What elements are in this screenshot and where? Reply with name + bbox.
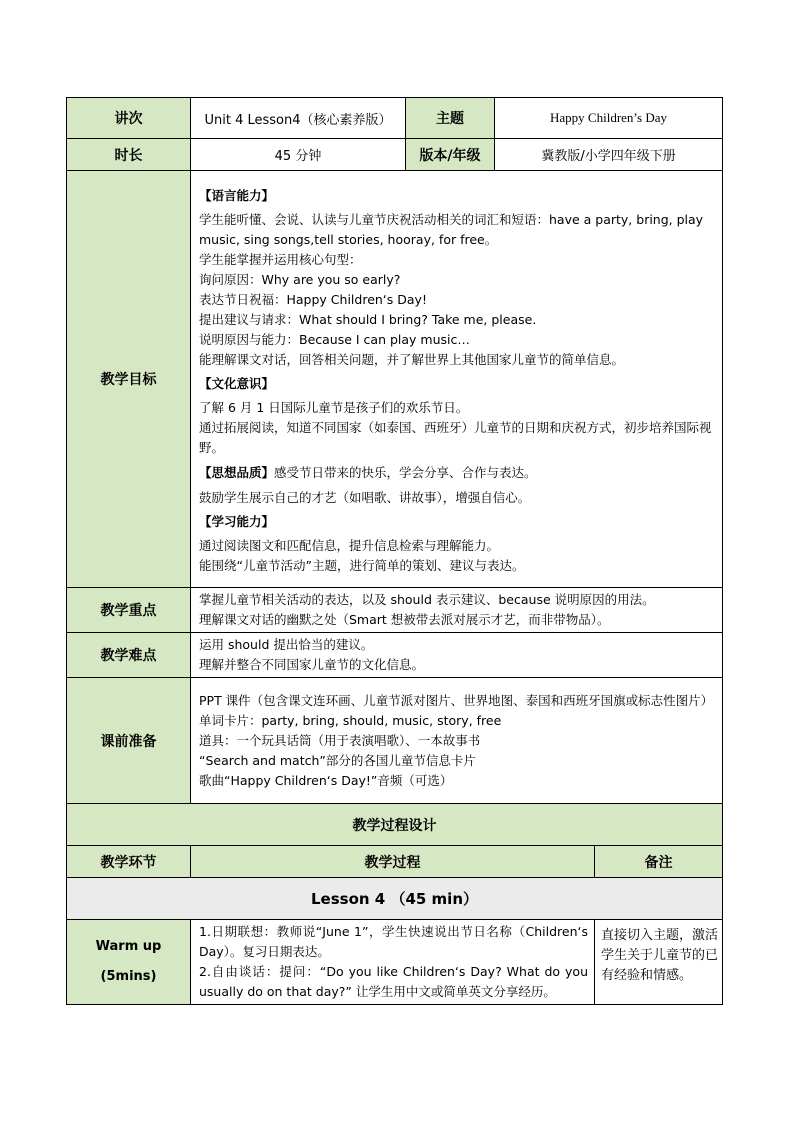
theme-label: 主题: [406, 98, 495, 139]
duration-value: 45 分钟: [191, 139, 406, 171]
warmup-label: Warm up: [95, 939, 162, 954]
process-column-header: 教学过程: [191, 846, 595, 878]
warmup-note: 直接切入主题，激活学生关于儿童节的已有经验和情感。: [595, 920, 723, 1005]
preparation-line: PPT 课件（包含课文连环画、儿童节派对图片、世界地图、泰国和西班牙国旗或标志性图片）: [199, 692, 714, 708]
key-points-content: [191, 588, 723, 633]
thinking-title: 【思想品质】: [199, 465, 275, 480]
difficulties-label: 教学难点: [67, 633, 191, 678]
culture-line: 了解 6 月 1 日国际儿童节是孩子们的欢乐节日。: [199, 400, 469, 415]
warmup-line: 1.日期联想：教师说“June 1”，学生快速说出节日名称（Children‘s Day）。复习日期表达。: [199, 924, 588, 959]
difficulties-row: [67, 633, 723, 678]
culture-title: 【文化意识】: [199, 376, 275, 391]
culture-line: 通过拓展阅读，知道不同国家（如泰国、西班牙）儿童节的日期和庆祝方式，初步培养国际视野。: [199, 420, 712, 455]
lesson-title-row: [67, 878, 723, 920]
edition-value: 冀教版/小学四年级下册: [495, 139, 723, 171]
duration-label: 时长: [67, 139, 191, 171]
process-header-row: [67, 846, 723, 878]
header-row-2: [67, 139, 723, 171]
difficulty-line: 理解并整合不同国家儿童节的文化信息。: [199, 657, 425, 672]
lesson-plan-table: [66, 97, 723, 1005]
preparation-line: “Search and match”部分的各国儿童节信息卡片: [199, 752, 476, 768]
language-line: 学生能听懂、会说、认读与儿童节庆祝活动相关的词汇和短语：have a party, bring, play music, sing songs,tell stories, hooray, for free。: [199, 212, 704, 247]
edition-label: 版本/年级: [406, 139, 495, 171]
lesson-title: Lesson 4 （45 min）: [67, 878, 723, 920]
lecture-value: Unit 4 Lesson4（核心素养版）: [191, 98, 406, 139]
key-point-line: 理解课文对话的幽默之处（Smart 想被带去派对展示才艺，而非带物品）。: [199, 612, 610, 627]
key-point-line: 掌握儿童节相关活动的表达，以及 should 表示建议、because 说明原因的用法。: [199, 592, 655, 607]
language-line: 提出建议与请求：What should I bring? Take me, please.: [199, 312, 537, 327]
warmup-row: [67, 920, 723, 1005]
language-line: 询问原因：Why are you so early?: [199, 272, 401, 287]
thinking-line-2: 鼓励学生展示自己的才艺（如唱歌、讲故事），增强自信心。: [199, 490, 531, 505]
objectives-content: [191, 171, 723, 588]
key-points-label: 教学重点: [67, 588, 191, 633]
header-row-1: [67, 98, 723, 139]
warmup-time: (5mins): [100, 969, 157, 984]
preparation-label: 课前准备: [67, 678, 191, 804]
language-line: 学生能掌握并运用核心句型：: [199, 252, 362, 267]
difficulty-line: 运用 should 提出恰当的建议。: [199, 637, 374, 652]
process-band-title: 教学过程设计: [67, 804, 723, 846]
difficulties-content: [191, 633, 723, 678]
stage-column-header: 教学环节: [67, 846, 191, 878]
warmup-content: [191, 920, 595, 1005]
preparation-line: 单词卡片：party, bring, should, music, story, free: [199, 712, 502, 728]
language-line: 能理解课文对话，回答相关问题，并了解世界上其他国家儿童节的简单信息。: [199, 352, 625, 367]
thinking-line: [199, 463, 716, 483]
thinking-text: 感受节日带来的快乐，学会分享、合作与表达。: [274, 465, 537, 480]
learning-line: 通过阅读图文和匹配信息，提升信息检索与理解能力。: [199, 538, 500, 553]
preparation-row: [67, 678, 723, 804]
language-title: 【语言能力】: [199, 188, 275, 203]
learning-title: 【学习能力】: [199, 514, 275, 529]
note-column-header: 备注: [595, 846, 723, 878]
theme-value: Happy Children’s Day: [495, 98, 723, 139]
objectives-row: [67, 171, 723, 588]
preparation-line: 歌曲“Happy Children‘s Day!”音频（可选）: [199, 772, 453, 788]
learning-line: 能围绕“儿童节活动”主题，进行简单的策划、建议与表达。: [199, 558, 525, 573]
preparation-line: 道具：一个玩具话筒（用于表演唱歌）、一本故事书: [199, 732, 481, 748]
lecture-label: 讲次: [67, 98, 191, 139]
language-line: 说明原因与能力：Because I can play music…: [199, 332, 470, 347]
objectives-label: 教学目标: [67, 171, 191, 588]
warmup-label-cell: [67, 920, 191, 1005]
process-band-row: [67, 804, 723, 846]
preparation-content: [191, 678, 723, 804]
warmup-line: 2.自由谈话：提问：“Do you like Children‘s Day? What do you usually do on that day?” 让学生用中文或简单英文分享经历。: [199, 964, 588, 999]
language-line: 表达节日祝福：Happy Children‘s Day!: [199, 292, 427, 307]
key-points-row: [67, 588, 723, 633]
